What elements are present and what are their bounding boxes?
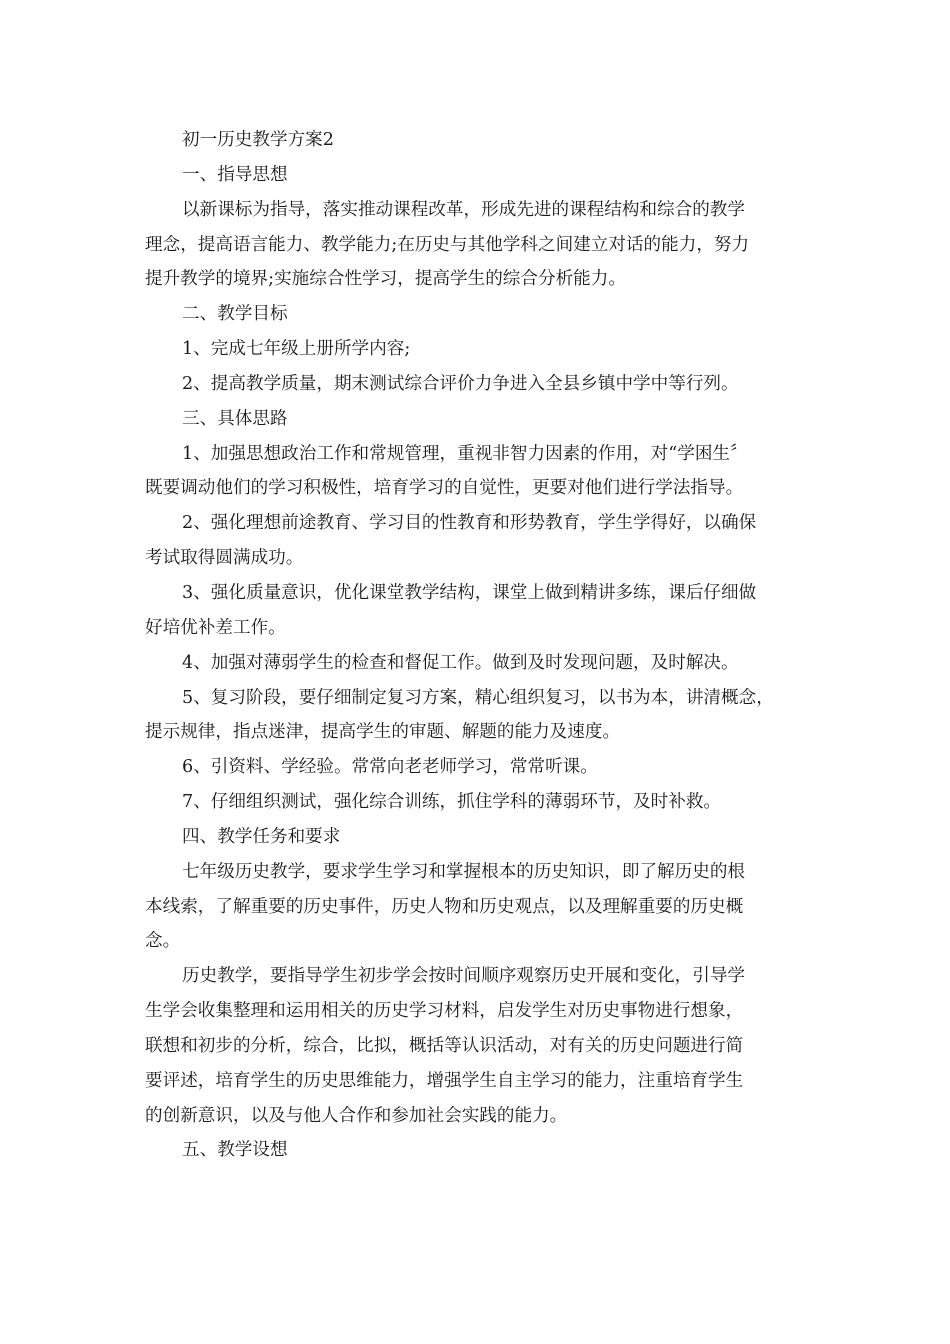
paragraph-line: 提升教学的境界;实施综合性学习，提高学生的综合分析能力。 bbox=[145, 269, 626, 290]
paragraph-line: 生学会收集整理和运用相关的历史学习材料，启发学生对历史事物进行想象， bbox=[145, 1001, 744, 1022]
list-item: 1、完成七年级上册所学内容; bbox=[182, 339, 411, 360]
paragraph-line: 本线索，了解重要的历史事件，历史人物和历史观点，以及理解重要的历史概 bbox=[145, 896, 744, 917]
section-heading-tasks-requirements: 四、教学任务和要求 bbox=[182, 826, 341, 847]
paragraph-line: 提示规律，指点迷津，提高学生的审题、解题的能力及速度。 bbox=[145, 722, 621, 743]
paragraph-line: 好培优补差工作。 bbox=[145, 617, 286, 638]
paragraph-line: 念。 bbox=[145, 931, 181, 952]
paragraph-line: 的创新意识，以及与他人合作和参加社会实践的能力。 bbox=[145, 1105, 568, 1126]
paragraph-line: 要评述，培育学生的历史思维能力，增强学生自主学习的能力，注重培育学生 bbox=[145, 1070, 744, 1091]
list-item: 1、加强思想政治工作和常规管理，重视非智力因素的作用，对“学困生〞 bbox=[182, 443, 748, 464]
list-item: 6、引资料、学经验。常常向老老师学习，常常听课。 bbox=[182, 757, 598, 778]
paragraph-line: 历史教学，要指导学生初步学会按时间顺序观察历史开展和变化，引导学 bbox=[182, 966, 746, 987]
section-heading-guiding-ideology: 一、指导思想 bbox=[182, 164, 288, 185]
section-heading-specific-approach: 三、具体思路 bbox=[182, 408, 288, 429]
document-title: 初一历史教学方案2 bbox=[182, 130, 334, 150]
paragraph-line: 以新课标为指导，落实推动课程改革，形成先进的课程结构和综合的教学 bbox=[182, 199, 746, 220]
list-item: 3、强化质量意识，优化课堂教学结构，课堂上做到精讲多练，课后仔细做 bbox=[182, 582, 757, 603]
paragraph-line: 联想和初步的分析，综合，比拟，概括等认识活动，对有关的历史问题进行简 bbox=[145, 1035, 744, 1056]
paragraph-line: 理念，提高语言能力、教学能力;在历史与其他学科之间建立对话的能力，努力 bbox=[145, 234, 750, 255]
paragraph-line: 七年级历史教学，要求学生学习和掌握根本的历史知识，即了解历史的根 bbox=[182, 861, 746, 882]
section-heading-teaching-goals: 二、教学目标 bbox=[182, 304, 288, 325]
list-item: 4、加强对薄弱学生的检查和督促工作。做到及时发现问题，及时解决。 bbox=[182, 652, 739, 673]
list-item: 5、复习阶段，要仔细制定复习方案，精心组织复习，以书为本，讲清概念， bbox=[182, 687, 774, 708]
list-item: 2、提高教学质量，期末测试综合评价力争进入全县乡镇中学中等行列。 bbox=[182, 373, 739, 394]
list-item: 2、强化理想前途教育、学习目的性教育和形势教育，学生学得好，以确保 bbox=[182, 513, 757, 534]
list-item: 7、仔细组织测试，强化综合训练，抓住学科的薄弱环节，及时补救。 bbox=[182, 792, 722, 813]
paragraph-line: 既要调动他们的学习积极性，培育学习的自觉性，更要对他们进行学法指导。 bbox=[145, 478, 744, 499]
paragraph-line: 考试取得圆满成功。 bbox=[145, 548, 304, 569]
section-heading-teaching-concept: 五、教学设想 bbox=[182, 1140, 288, 1161]
document-page bbox=[145, 123, 825, 1168]
